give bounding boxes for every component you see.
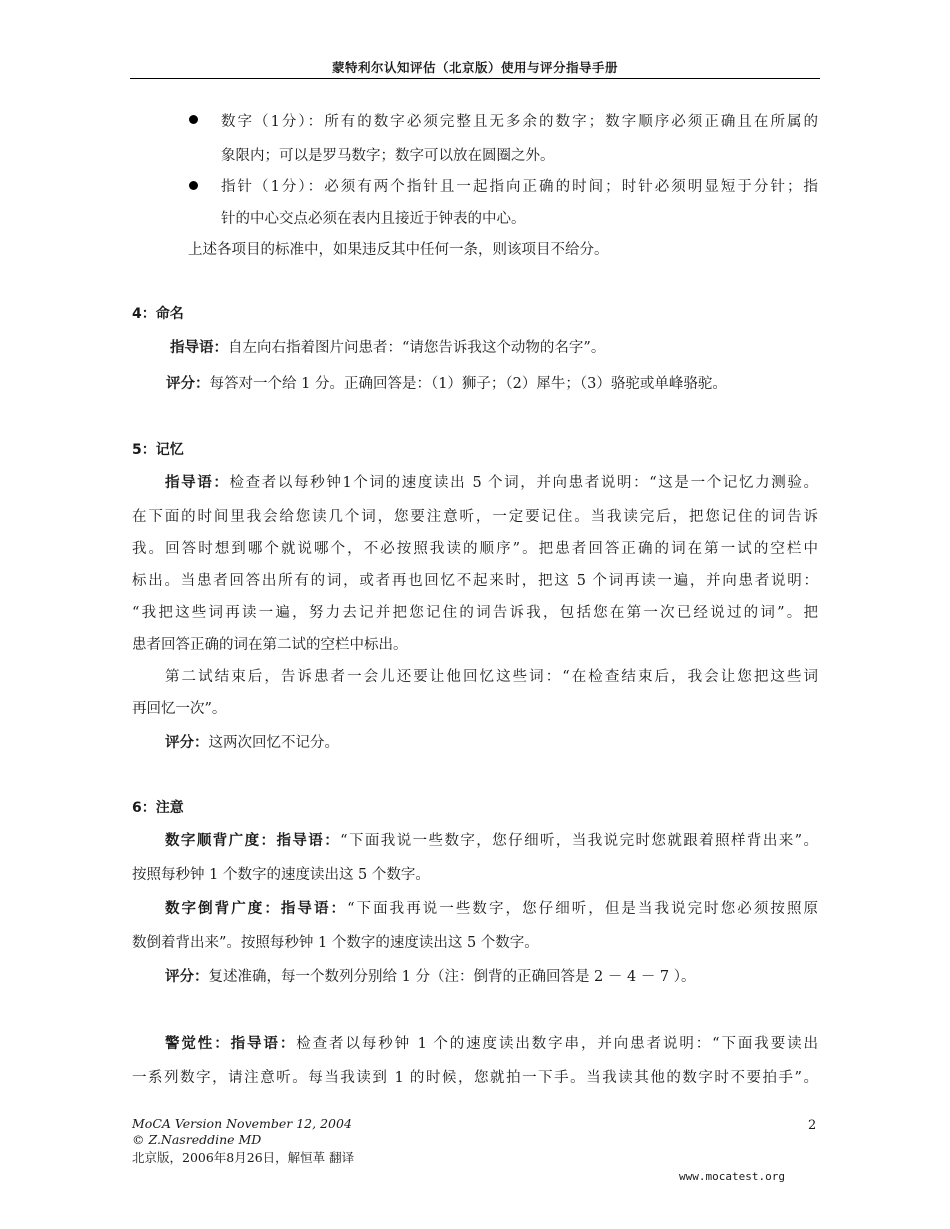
instruction-label: 指导语： [280,901,348,917]
attention-score [165,965,696,986]
memory-score [165,731,339,752]
memory-score-text: 这两次回忆不记分。 [208,735,339,751]
memory-paragraph-1-line-2: 在下面的时间里我会给您读几个词，您要注意听，一定要记住。当我读完后，把您记住的词告诉 [132,509,818,525]
running-header: 蒙特利尔认知评估（北京版）使用与评分指导手册 [331,60,618,75]
score-label: 评分： [165,735,209,751]
clock-numbers-line-1 [221,110,818,131]
memory-p1-text: 检查者以每秒钟1个词的速度读出 5 个词，并向患者说明：“这是一个记忆力测验。 [229,475,818,491]
footer-website: www.mocatest.org [679,1170,785,1183]
clock-numbers-label: 数字（1分）： [221,114,325,130]
instruction-label: 指导语： [170,340,228,356]
clock-hands-line-1 [221,175,818,196]
score-label: 评分： [165,969,209,985]
forward-span-line-2: 按照每秒钟 1 个数字的速度读出这 5 个数字。 [132,867,430,883]
instruction-label: 指导语： [276,833,341,849]
backward-span-line-2: 数倒着背出来”。按照每秒钟 1 个数字的速度读出这 5 个数字。 [132,935,539,951]
footer-version: MoCA Version November 12, 2004 [132,1116,352,1131]
clock-hands-text: 必须有两个指针且一起指向正确的时间；时针必须明显短于分针；指 [324,179,819,195]
memory-paragraph-1-line-4: 标出。当患者回答出所有的词，或者再也回忆不起来时，把这 5 个词再读一遍，并向患者说明： [132,573,818,589]
naming-score [166,372,727,393]
header-rule [130,78,820,79]
bullet-icon [189,181,198,190]
vigilance-line-1 [165,1032,818,1053]
page-number: 2 [808,1118,817,1133]
instruction-label: 指导语： [230,1036,297,1052]
forward-span-line-1 [165,829,818,850]
attention-score-text: 复述准确，每一个数列分别给 1 分（注：倒背的正确回答是 2 － 4 － 7 ）。 [208,969,696,985]
backward-span-label: 数字倒背广度： [165,901,281,917]
naming-score-text: 每答对一个给 1 分。正确回答是：（1）狮子；（2）犀牛；（3）骆驼或单峰骆驼。 [209,376,727,392]
memory-paragraph-1-line-6: 患者回答正确的词在第二试的空栏中标出。 [132,637,408,653]
vigilance-label: 警觉性： [165,1036,231,1052]
backward-span-text: “下面我再说一些数字，您仔细听，但是当我说完时您必须按照原 [347,901,818,917]
memory-paragraph-1-line-3: 我。回答时想到哪个就说哪个，不必按照我读的顺序”。把患者回答正确的词在第一试的空栏中 [132,541,818,557]
backward-span-line-1 [165,897,818,918]
footer-translation: 北京版，2006年8月26日，解恒革 翻译 [132,1150,355,1165]
memory-paragraph-2-line-2: 再回忆一次”。 [132,701,227,717]
section-heading-memory: 5：记忆 [132,442,184,458]
bullet-icon [189,115,198,124]
clock-hands-label: 指针（1分）： [221,179,325,195]
forward-span-label: 数字顺背广度： [165,833,277,849]
footer-copyright: © Z.Nasreddine MD [132,1132,262,1147]
vigilance-text: 检查者以每秒钟 1 个的速度读出数字串，并向患者说明：“下面我要读出 [296,1036,819,1052]
forward-span-text: “下面我说一些数字，您仔细听，当我说完时您就跟着照样背出来”。 [340,833,819,849]
clock-hands-line-2: 针的中心交点必须在表内且接近于钟表的中心。 [221,211,526,227]
clock-rule-text: 上述各项目的标准中，如果违反其中任何一条，则该项目不给分。 [188,242,609,258]
section-heading-attention: 6：注意 [132,800,184,816]
memory-paragraph-1-line-5: “我把这些词再读一遍，努力去记并把您记住的词告诉我，包括您在第一次已经说过的词”。把 [132,605,818,621]
clock-numbers-text: 所有的数字必须完整且无多余的数字；数字顺序必须正确且在所属的 [324,114,819,130]
vigilance-line-2: 一系列数字，请注意听。每当我读到 1 的时候，您就拍一下手。当我读其他的数字时不要拍手”。 [132,1070,818,1086]
memory-paragraph-2-line-1: 第二试结束后，告诉患者一会儿还要让他回忆这些词：“在检查结束后，我会让您把这些词 [165,669,818,685]
naming-instruction-text: 自左向右指着图片问患者：“请您告诉我这个动物的名字”。 [228,340,606,356]
instruction-label: 指导语： [165,475,230,491]
section-heading-naming: 4：命名 [132,306,184,322]
score-label: 评分： [166,376,210,392]
naming-instruction [170,336,605,357]
memory-paragraph-1-line-1 [165,471,818,492]
clock-numbers-line-2: 象限内；可以是罗马数字；数字可以放在圆圈之外。 [221,148,555,164]
